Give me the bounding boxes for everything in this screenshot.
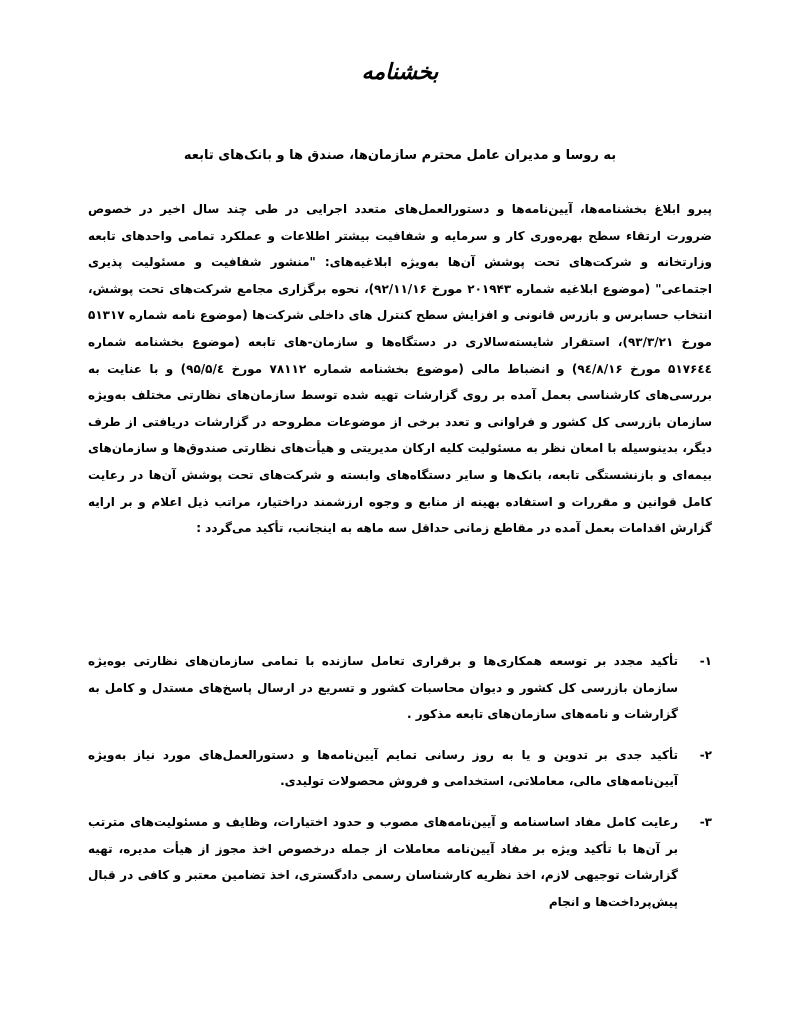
addressee-line: به روسا و مدیران عامل محترم سازمان‌ها، صندق ها و بانک‌های تابعه: [183, 148, 617, 163]
item-number: ۳-: [699, 814, 712, 829]
item-number: ۲-: [699, 747, 712, 762]
document-heading: بخشنامه: [361, 59, 439, 85]
directive-item: [88, 809, 712, 915]
intro-paragraph: پیرو ابلاغ بخشنامه‌ها، آیین‌نامه‌ها و دستورالعمل‌های متعدد اجرایی در طی چند سال اخیر در خصوص ضرورت ارتقاء سطح بهره‌وری کار و سرمایه و شفافیت بیشتر اطلاعات و عملکرد تمامی واحدهای تابعه وزارتخانه و شرکت‌های تحت پوشش آن‌ها به‌ویژه ابلاغیه‌های: "منشور شفافیت و مسئولیت پذیری اجتماعی" (موضوع ابلاغیه شماره ۲۰۱۹۴۳ مورخ ۹۲/۱۱/۱۶)، نحوه برگزاری مجامع شرکت‌های تحت پوشش، انتخاب حسابرس و بازرس قانونی و افزایش سطح کنترل های داخلی شرکت‌ها (موضوع نامه شماره ۵۱۳۱۷ مورخ ۹۳/۳/۲۱)، استقرار شایسته‌سالاری در دستگاه‌ها و سازمان-های تابعه (موضوع بخشنامه شماره ۵۱۷۶٤٤ مورخ ۹٤/۸/۱۶) و انضباط مالی (موضوع بخشنامه شماره ۷۸۱۱۲ مورخ ۹۵/۵/٤) و با عنایت به بررسی‌های کارشناسی بعمل آمده بر روی گزارشات تهیه شده توسط سازمان‌های نظارتی مختلف به‌ویژه سازمان بازرسی کل کشور و فراوانی و تعدد برخی از موضوعات مطروحه در گزارشات دریافتی از طرف دیگر، بدینوسیله با امعان نظر به مسئولیت کلیه ارکان مدیریتی و هیأت‌های نظارتی صندوق‌ها و سازمان‌های بیمه‌ای و بازنشستگی تابعه، بانک‌ها و سایر دستگاه‌های وابسته و شرکت‌های تحت پوشش آن‌ها در رعایت کامل قوانین و مقررات و استفاده بهینه از منابع و وجوه ارزشمند دراختیار، مراتب ذیل اعلام و بر ارایه گزارش اقدامات بعمل آمده در مقاطع زمانی حداقل سه ماهه به اینجانب، تأکید می‌گردد :: [88, 202, 712, 536]
item-text: تأکید مجدد بر توسعه همکاری‌ها و برقراری تعامل سازنده با تمامی سازمان‌های نظارتی بوه‌یژه سازمان بازرسی کل کشور و دیوان محاسبات کشور و تسریع در ارسال پاسخ‌های مستدل و کامل به گزارشات و نامه‌های سازمان‌های تابعه مذکور .: [88, 654, 678, 722]
item-text: رعایت کامل مفاد اساسنامه و آیین‌نامه‌های مصوب و حدود اختیارات، وظایف و مسئولیت‌های مترتب بر آن‌ها با تأکید ویژه بر مفاد آیین‌نامه معاملات از جمله درخصوص اخذ مجوز از هیأت مدیره، تهیه گزارشات توجیهی لازم، اخذ نظریه کارشناسان رسمی دادگستری، اخذ تضامین معتبر و کافی در قبال پیش‌پرداخت‌ها و انجام: [88, 814, 678, 909]
item-text: تأکید جدی بر تدوین و یا به روز رسانی تمایم آیین‌نامه‌ها و دستورالعمل‌های مورد نیاز به‌ویژه آیین‌نامه‌های مالی، معاملاتی، استخدامی و فروش محصولات تولیدی.: [88, 747, 678, 789]
directive-list: [88, 648, 712, 929]
item-number: ۱-: [699, 654, 712, 668]
directive-item: [88, 648, 712, 728]
document-page: [88, 0, 712, 1035]
directive-item: [88, 742, 712, 795]
